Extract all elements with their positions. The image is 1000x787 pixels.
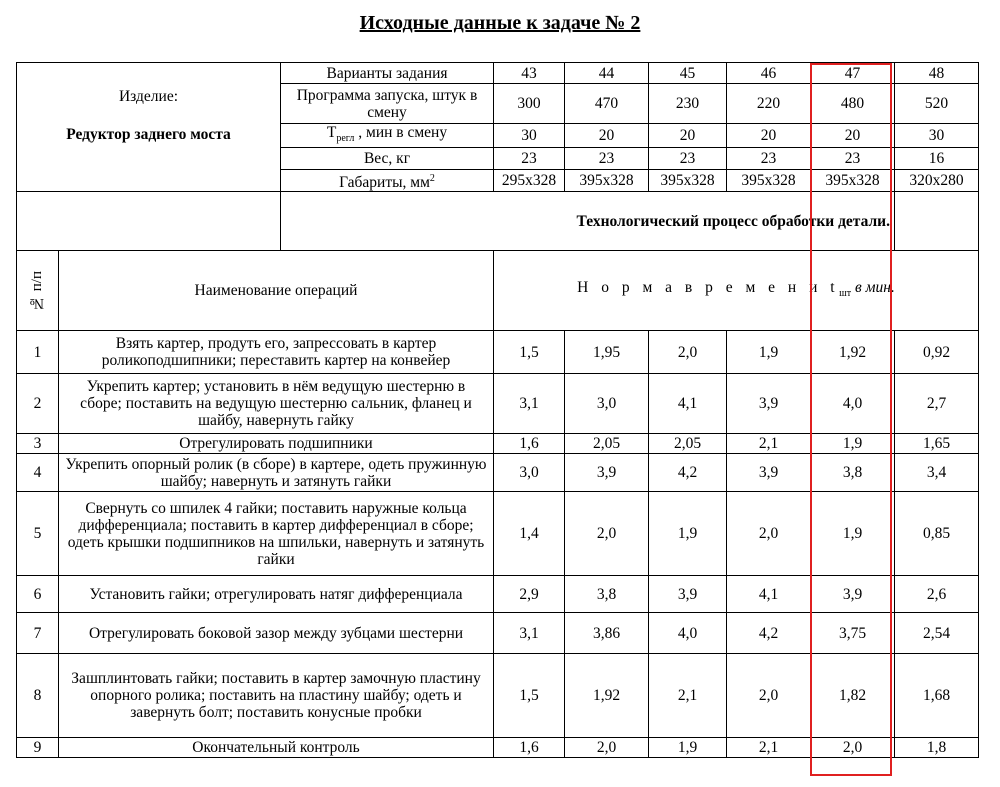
norm-time-cell: 1,9 bbox=[727, 331, 811, 374]
norm-header: Н о р м а в р е м е н и $t_{шт}$ в мин. bbox=[494, 251, 979, 331]
dims-cell: 395x328 bbox=[565, 170, 649, 192]
variant-cell: 46 bbox=[727, 63, 811, 84]
norm-time-cell: 2,0 bbox=[727, 492, 811, 576]
operation-row bbox=[17, 374, 979, 434]
norm-time-cell: 2,0 bbox=[727, 654, 811, 738]
norm-time-cell: 3,9 bbox=[811, 576, 895, 613]
norm-time-cell: 1,92 bbox=[811, 331, 895, 374]
norm-time-cell: 4,0 bbox=[649, 613, 727, 654]
variant-cell: 47 bbox=[811, 63, 895, 84]
operation-number: 1 bbox=[17, 331, 59, 374]
norm-time-cell: 2,9 bbox=[494, 576, 565, 613]
norm-time-cell: 1,9 bbox=[649, 492, 727, 576]
num-header bbox=[17, 251, 59, 331]
treg-cell: 30 bbox=[895, 124, 979, 148]
variant-cell: 43 bbox=[494, 63, 565, 84]
variant-cell: 45 bbox=[649, 63, 727, 84]
norm-time-cell: 2,0 bbox=[565, 738, 649, 758]
process-title-row bbox=[17, 192, 979, 251]
variants-label: Варианты задания bbox=[281, 63, 494, 84]
norm-time-cell: 4,1 bbox=[649, 374, 727, 434]
norm-time-cell: 4,2 bbox=[649, 454, 727, 492]
norm-time-cell: 1,9 bbox=[811, 492, 895, 576]
empty-cell bbox=[895, 192, 979, 251]
treg-cell: 20 bbox=[565, 124, 649, 148]
norm-time-cell: 1,6 bbox=[494, 434, 565, 454]
variants-row bbox=[17, 63, 979, 84]
operation-name: Взять картер, продуть его, запрессовать в картер роликоподшипники; переставить картер на конвейер bbox=[59, 331, 494, 374]
empty-cell bbox=[17, 192, 281, 251]
operation-row bbox=[17, 434, 979, 454]
weight-cell: 23 bbox=[727, 148, 811, 170]
program-cell: 220 bbox=[727, 84, 811, 124]
norm-time-cell: 1,5 bbox=[494, 654, 565, 738]
operation-number: 3 bbox=[17, 434, 59, 454]
norm-time-cell: 3,4 bbox=[895, 454, 979, 492]
norm-time-cell: 2,7 bbox=[895, 374, 979, 434]
product-name: Редуктор заднего моста bbox=[66, 126, 231, 143]
weight-cell: 16 bbox=[895, 148, 979, 170]
norm-time-cell: 3,0 bbox=[565, 374, 649, 434]
norm-time-cell: 3,9 bbox=[727, 374, 811, 434]
norm-time-cell: 2,0 bbox=[811, 738, 895, 758]
program-label: Программа запуска, штук в смену bbox=[281, 84, 494, 124]
norm-time-cell: 1,8 bbox=[895, 738, 979, 758]
norm-time-cell: 2,6 bbox=[895, 576, 979, 613]
source-data-table bbox=[16, 62, 979, 758]
norm-time-cell: 0,92 bbox=[895, 331, 979, 374]
operation-number: 2 bbox=[17, 374, 59, 434]
dims-cell: 395x328 bbox=[727, 170, 811, 192]
operation-row bbox=[17, 331, 979, 374]
process-title: Технологический процесс обработки детали. bbox=[281, 192, 895, 251]
norm-time-cell: 1,82 bbox=[811, 654, 895, 738]
operation-name: Отрегулировать подшипники bbox=[59, 434, 494, 454]
norm-time-cell: 1,92 bbox=[565, 654, 649, 738]
operation-row bbox=[17, 613, 979, 654]
norm-time-cell: 2,54 bbox=[895, 613, 979, 654]
norm-time-cell: 1,6 bbox=[494, 738, 565, 758]
treg-cell: 20 bbox=[649, 124, 727, 148]
operation-name: Отрегулировать боковой зазор между зубцами шестерни bbox=[59, 613, 494, 654]
norm-time-cell: 1,5 bbox=[494, 331, 565, 374]
operation-number: 9 bbox=[17, 738, 59, 758]
norm-time-cell: 2,1 bbox=[727, 738, 811, 758]
norm-time-cell: 3,86 bbox=[565, 613, 649, 654]
product-cell bbox=[17, 63, 281, 192]
operation-row bbox=[17, 654, 979, 738]
operation-row bbox=[17, 738, 979, 758]
variant-cell: 44 bbox=[565, 63, 649, 84]
operation-number: 4 bbox=[17, 454, 59, 492]
norm-time-cell: 1,65 bbox=[895, 434, 979, 454]
dims-label: Габариты, $мм^2$ bbox=[281, 170, 494, 192]
operation-number: 5 bbox=[17, 492, 59, 576]
variant-cell: 48 bbox=[895, 63, 979, 84]
weight-cell: 23 bbox=[494, 148, 565, 170]
norm-time-cell: 3,9 bbox=[727, 454, 811, 492]
norm-time-cell: 2,05 bbox=[565, 434, 649, 454]
norm-time-cell: 3,1 bbox=[494, 374, 565, 434]
operation-name: Укрепить опорный ролик (в сборе) в картере, одеть пружинную шайбу; навернуть и затянуть гайки bbox=[59, 454, 494, 492]
operation-number: 7 bbox=[17, 613, 59, 654]
dims-cell: 295x328 bbox=[494, 170, 565, 192]
weight-label: Вес, кг bbox=[281, 148, 494, 170]
operation-row bbox=[17, 492, 979, 576]
operation-name: Окончательный контроль bbox=[59, 738, 494, 758]
operation-row bbox=[17, 576, 979, 613]
norm-time-cell: 4,2 bbox=[727, 613, 811, 654]
norm-time-cell: 3,8 bbox=[811, 454, 895, 492]
weight-cell: 23 bbox=[811, 148, 895, 170]
operation-number: 6 bbox=[17, 576, 59, 613]
page-title: Исходные данные к задаче № 2 bbox=[359, 12, 641, 34]
product-label: Изделие: bbox=[118, 88, 179, 105]
norm-time-cell: 1,68 bbox=[895, 654, 979, 738]
norm-time-cell: 1,95 bbox=[565, 331, 649, 374]
norm-time-cell: 2,0 bbox=[565, 492, 649, 576]
treg-cell: 20 bbox=[727, 124, 811, 148]
norm-time-cell: 3,75 bbox=[811, 613, 895, 654]
operation-name: Укрепить картер; установить в нём ведущую шестерню в сборе; поставить на ведущую шестерню сальник, фланец и шайбу, навернуть гайку bbox=[59, 374, 494, 434]
norm-time-cell: 1,9 bbox=[649, 738, 727, 758]
norm-time-cell: 4,1 bbox=[727, 576, 811, 613]
treg-label: $T_{регл}$ , мин в смену bbox=[281, 124, 494, 148]
operation-name-header: Наименование операций bbox=[59, 251, 494, 331]
norm-time-cell: 0,85 bbox=[895, 492, 979, 576]
operation-name: Зашплинтовать гайки; поставить в картер замочную пластину опорного ролика; поставить на пластину шайбу; одеть и завернуть болт; поставить конусные пробки bbox=[59, 654, 494, 738]
norm-time-cell: 2,1 bbox=[649, 654, 727, 738]
norm-time-cell: 4,0 bbox=[811, 374, 895, 434]
treg-cell: 30 bbox=[494, 124, 565, 148]
operation-name: Свернуть со шпилек 4 гайки; поставить наружные кольца дифференциала; поставить в картер дифференциал в сборе; одеть крышки подшипников на шпильки, навернуть и затянуть гайки bbox=[59, 492, 494, 576]
weight-cell: 23 bbox=[565, 148, 649, 170]
norm-time-cell: 2,05 bbox=[649, 434, 727, 454]
dims-cell: 395x328 bbox=[649, 170, 727, 192]
program-cell: 300 bbox=[494, 84, 565, 124]
norm-time-cell: 1,4 bbox=[494, 492, 565, 576]
norm-time-cell: 3,9 bbox=[649, 576, 727, 613]
ops-header-row bbox=[17, 251, 979, 331]
norm-time-cell: 3,9 bbox=[565, 454, 649, 492]
norm-time-cell: 3,8 bbox=[565, 576, 649, 613]
program-cell: 470 bbox=[565, 84, 649, 124]
dims-cell: 395x328 bbox=[811, 170, 895, 192]
program-cell: 520 bbox=[895, 84, 979, 124]
num-header-label: № п/п bbox=[29, 270, 45, 311]
weight-cell: 23 bbox=[649, 148, 727, 170]
norm-time-cell: 3,1 bbox=[494, 613, 565, 654]
treg-cell: 20 bbox=[811, 124, 895, 148]
operation-name: Установить гайки; отрегулировать натяг дифференциала bbox=[59, 576, 494, 613]
operation-number: 8 bbox=[17, 654, 59, 738]
norm-time-cell: 2,0 bbox=[649, 331, 727, 374]
norm-time-cell: 3,0 bbox=[494, 454, 565, 492]
operation-row bbox=[17, 454, 979, 492]
norm-time-cell: 1,9 bbox=[811, 434, 895, 454]
program-cell: 480 bbox=[811, 84, 895, 124]
norm-time-cell: 2,1 bbox=[727, 434, 811, 454]
dims-cell: 320x280 bbox=[895, 170, 979, 192]
program-cell: 230 bbox=[649, 84, 727, 124]
